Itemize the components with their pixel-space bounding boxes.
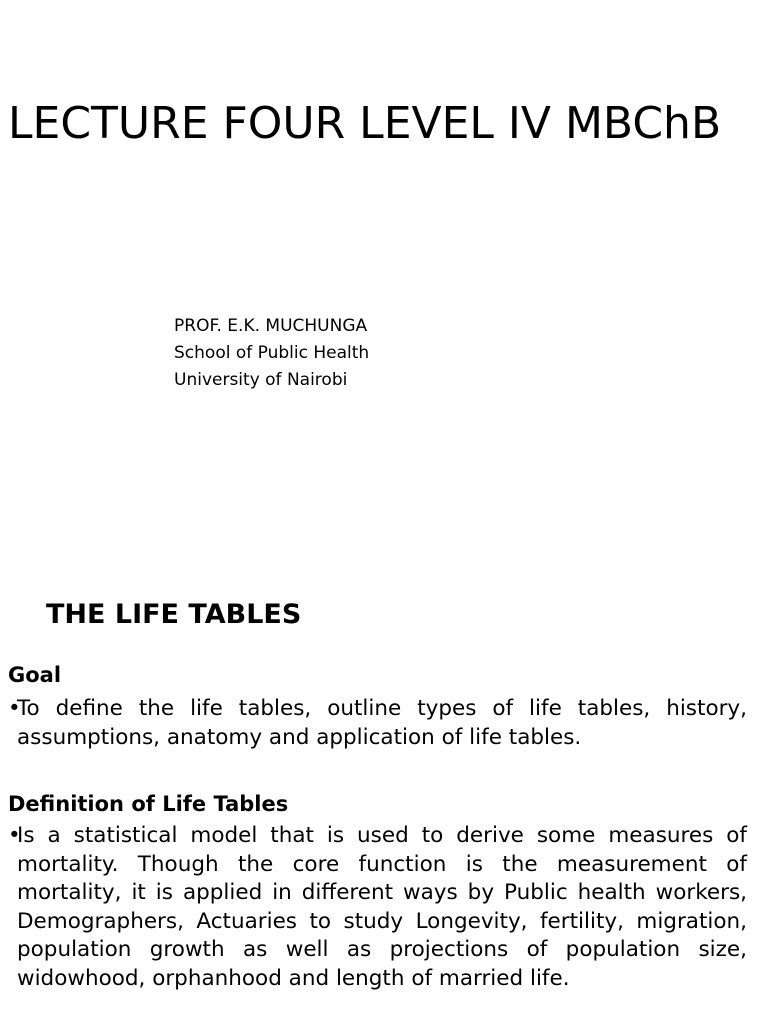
definition-heading: Definition of Life Tables <box>8 792 289 816</box>
goal-bullet-item <box>8 695 747 752</box>
section-title: THE LIFE TABLES <box>46 599 302 630</box>
author-institution: University of Nairobi <box>174 370 348 390</box>
definition-bullet-item <box>8 822 747 994</box>
author-name: PROF. E.K. MUCHUNGA <box>174 316 368 336</box>
bullet-icon: • <box>8 823 21 848</box>
definition-text: Is a statistical model that is used to derive some measures of mortality. Though the core function is the measurement of mortality, it is applied in different ways by Public health workers, Demographers, Actuaries to study Longevity, fertility, migration, population growth as well as projections of population size, widowhood, orphanhood and length of married life. <box>17 823 747 991</box>
bullet-icon: • <box>8 696 21 721</box>
author-department: School of Public Health <box>174 343 370 363</box>
goal-text: To define the life tables, outline types of life tables, history, assumptions, anatomy and application of life tables. <box>17 696 747 750</box>
lecture-title: LECTURE FOUR LEVEL IV MBChB <box>8 98 722 149</box>
goal-heading: Goal <box>8 663 62 687</box>
author-block <box>174 313 369 394</box>
